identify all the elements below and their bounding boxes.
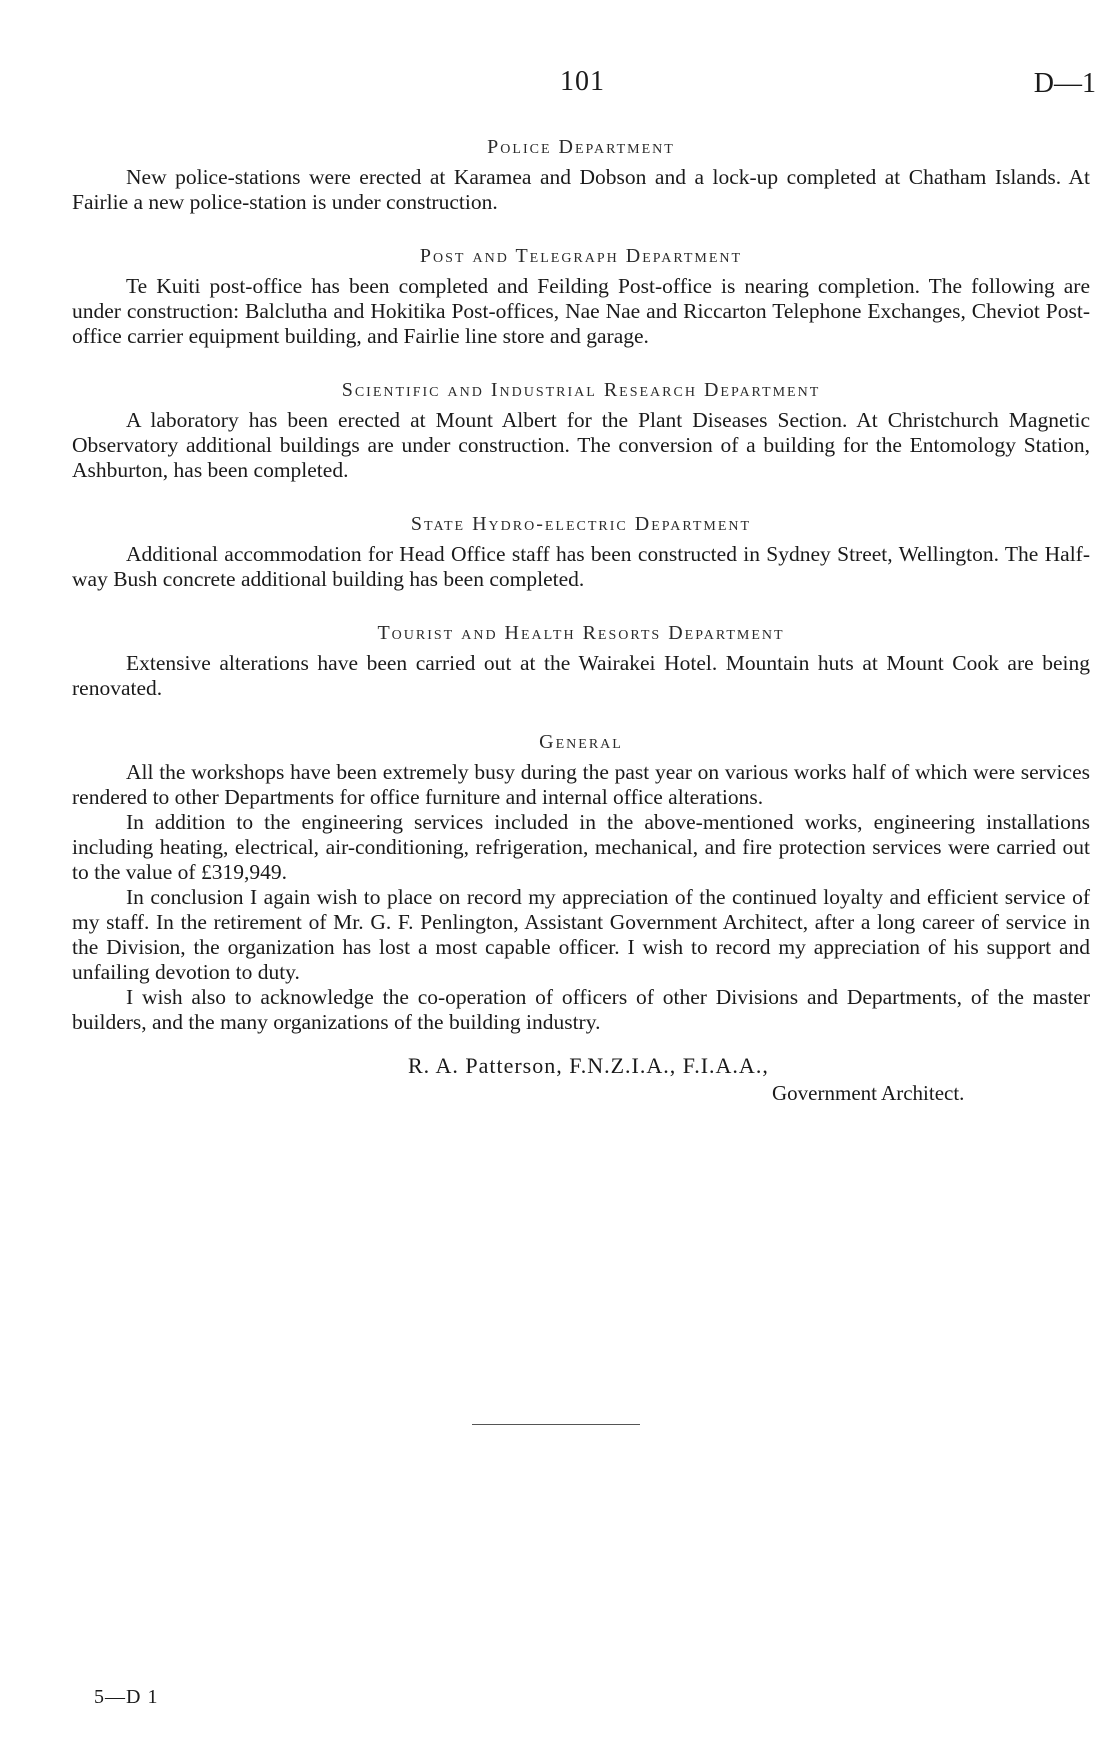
- section-heading: Scientific and Industrial Research Department: [341, 379, 821, 401]
- paragraph: Te Kuiti post-office has been completed and Feilding Post-office is nearing completion. The following are under construction: Balclutha and Hokitika Post-offices, Nae Nae and Riccarton Telephone Exchanges, Cheviot Post-office carrier equipment building, and Fairlie line store and garage.: [72, 274, 1090, 348]
- section-heading: State Hydro-electric Department: [410, 513, 752, 535]
- section-tourist-health: [72, 622, 1090, 701]
- document-body: [72, 136, 1090, 1153]
- closing-rule: [472, 1424, 640, 1425]
- footer-reference: 5—D 1: [94, 1686, 159, 1708]
- paragraph: In conclusion I again wish to place on record my appreciation of the continued loyalty and efficient service of my staff. In the retirement of Mr. G. F. Penlington, Assistant Government Architect, after a long career of service in the Division, the organization has lost a most capable officer. I wish to record my appreciation of his support and unfailing devotion to duty.: [72, 885, 1090, 984]
- paragraph: New police-stations were erected at Karamea and Dobson and a lock-up completed at Chatham Islands. At Fairlie a new police-station is under construction.: [72, 165, 1090, 214]
- paragraph: Additional accommodation for Head Office staff has been constructed in Sydney Street, Wellington. The Half-way Bush concrete additional building has been completed.: [72, 542, 1090, 591]
- section-hydro-electric: [72, 513, 1090, 592]
- paragraph: A laboratory has been erected at Mount Albert for the Plant Diseases Section. At Christchurch Magnetic Observatory additional buildings are under construction. The conversion of a building for the Entomology Station, Ashburton, has been completed.: [72, 408, 1090, 482]
- paragraph: I wish also to acknowledge the co-operation of officers of other Divisions and Departments, of the master builders, and the many organizations of the building industry.: [72, 985, 1090, 1034]
- page-number: 101: [560, 66, 605, 97]
- paragraph: In addition to the engineering services included in the above-mentioned works, engineering installations including heating, electrical, air-conditioning, refrigeration, mechanical, and fire protection services were carried out to the value of £319,949.: [72, 810, 1090, 884]
- section-heading: Police Department: [487, 136, 675, 158]
- section-police: [72, 136, 1090, 215]
- signatory-title: Government Architect.: [772, 1081, 965, 1105]
- section-heading: Tourist and Health Resorts Department: [377, 622, 785, 644]
- signature-block: [72, 1053, 1090, 1123]
- section-scientific-research: [72, 379, 1090, 483]
- paragraph: Extensive alterations have been carried out at the Wairakei Hotel. Mountain huts at Mount Cook are being renovated.: [72, 651, 1090, 700]
- paragraph: All the workshops have been extremely busy during the past year on various works half of which were services rendered to other Departments for office furniture and internal office alterations.: [72, 760, 1090, 809]
- section-general: [72, 731, 1090, 1123]
- section-heading: General: [539, 731, 623, 753]
- section-heading: Post and Telegraph Department: [419, 245, 743, 267]
- signatory-name: R. A. Patterson, F.N.Z.I.A., F.I.A.A.,: [408, 1053, 769, 1078]
- document-reference: D—1: [1033, 68, 1096, 99]
- section-post-telegraph: [72, 245, 1090, 349]
